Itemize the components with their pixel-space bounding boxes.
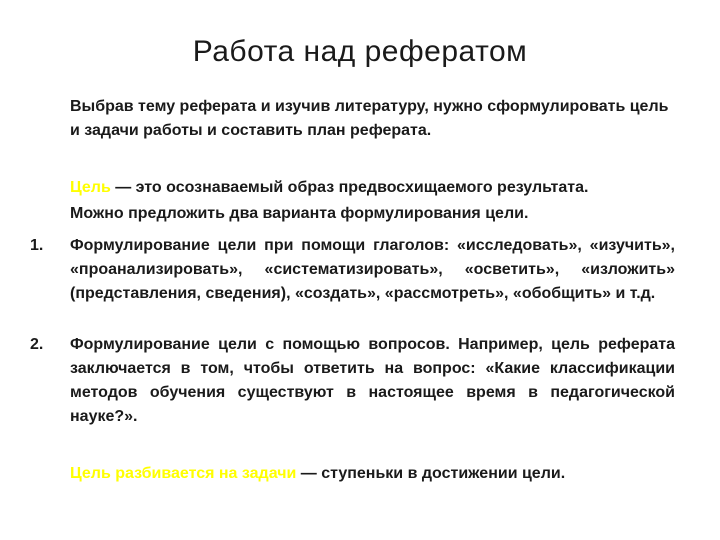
list-item <box>30 234 675 306</box>
goal-definition <box>70 176 675 200</box>
list-item-text: Формулирование цели с помощью вопросов. Например, цель реферата заключается в том, чтобы ответить на вопрос: «Какие классификации методов обучения существуют в настоящее время в педагогической науке?». <box>70 336 675 425</box>
list-item-text: Формулирование цели при помощи глаголов: «исследовать», «изучить», «проанализировать», «систематизировать», «осветить», «изложить» (представления, сведения), «создать», «рассмотреть», «обобщить» и т.д. <box>70 237 675 302</box>
goal-variants-text: Можно предложить два варианта формулирования цели. <box>70 205 529 222</box>
list-item <box>30 333 675 429</box>
list-number: 1. <box>30 237 44 254</box>
goal-definition-text: — это осознаваемый образ предвосхищаемого результата. <box>110 179 589 196</box>
slide-title: Работа над рефератом <box>192 35 528 68</box>
tasks-rest: — ступеньки в достижении цели. <box>296 465 566 482</box>
numbered-list-item-2 <box>30 333 675 429</box>
tasks-highlight: Цель разбивается на задачи <box>70 465 297 482</box>
numbered-list-item-1 <box>30 234 675 306</box>
tasks-paragraph <box>70 462 675 486</box>
list-number: 2. <box>30 336 44 353</box>
intro-paragraph: Выбрав тему реферата и изучив литературу, нужно сформулировать цель и задачи работы и составить план реферата. <box>70 98 669 139</box>
goal-word: Цель <box>70 179 111 196</box>
